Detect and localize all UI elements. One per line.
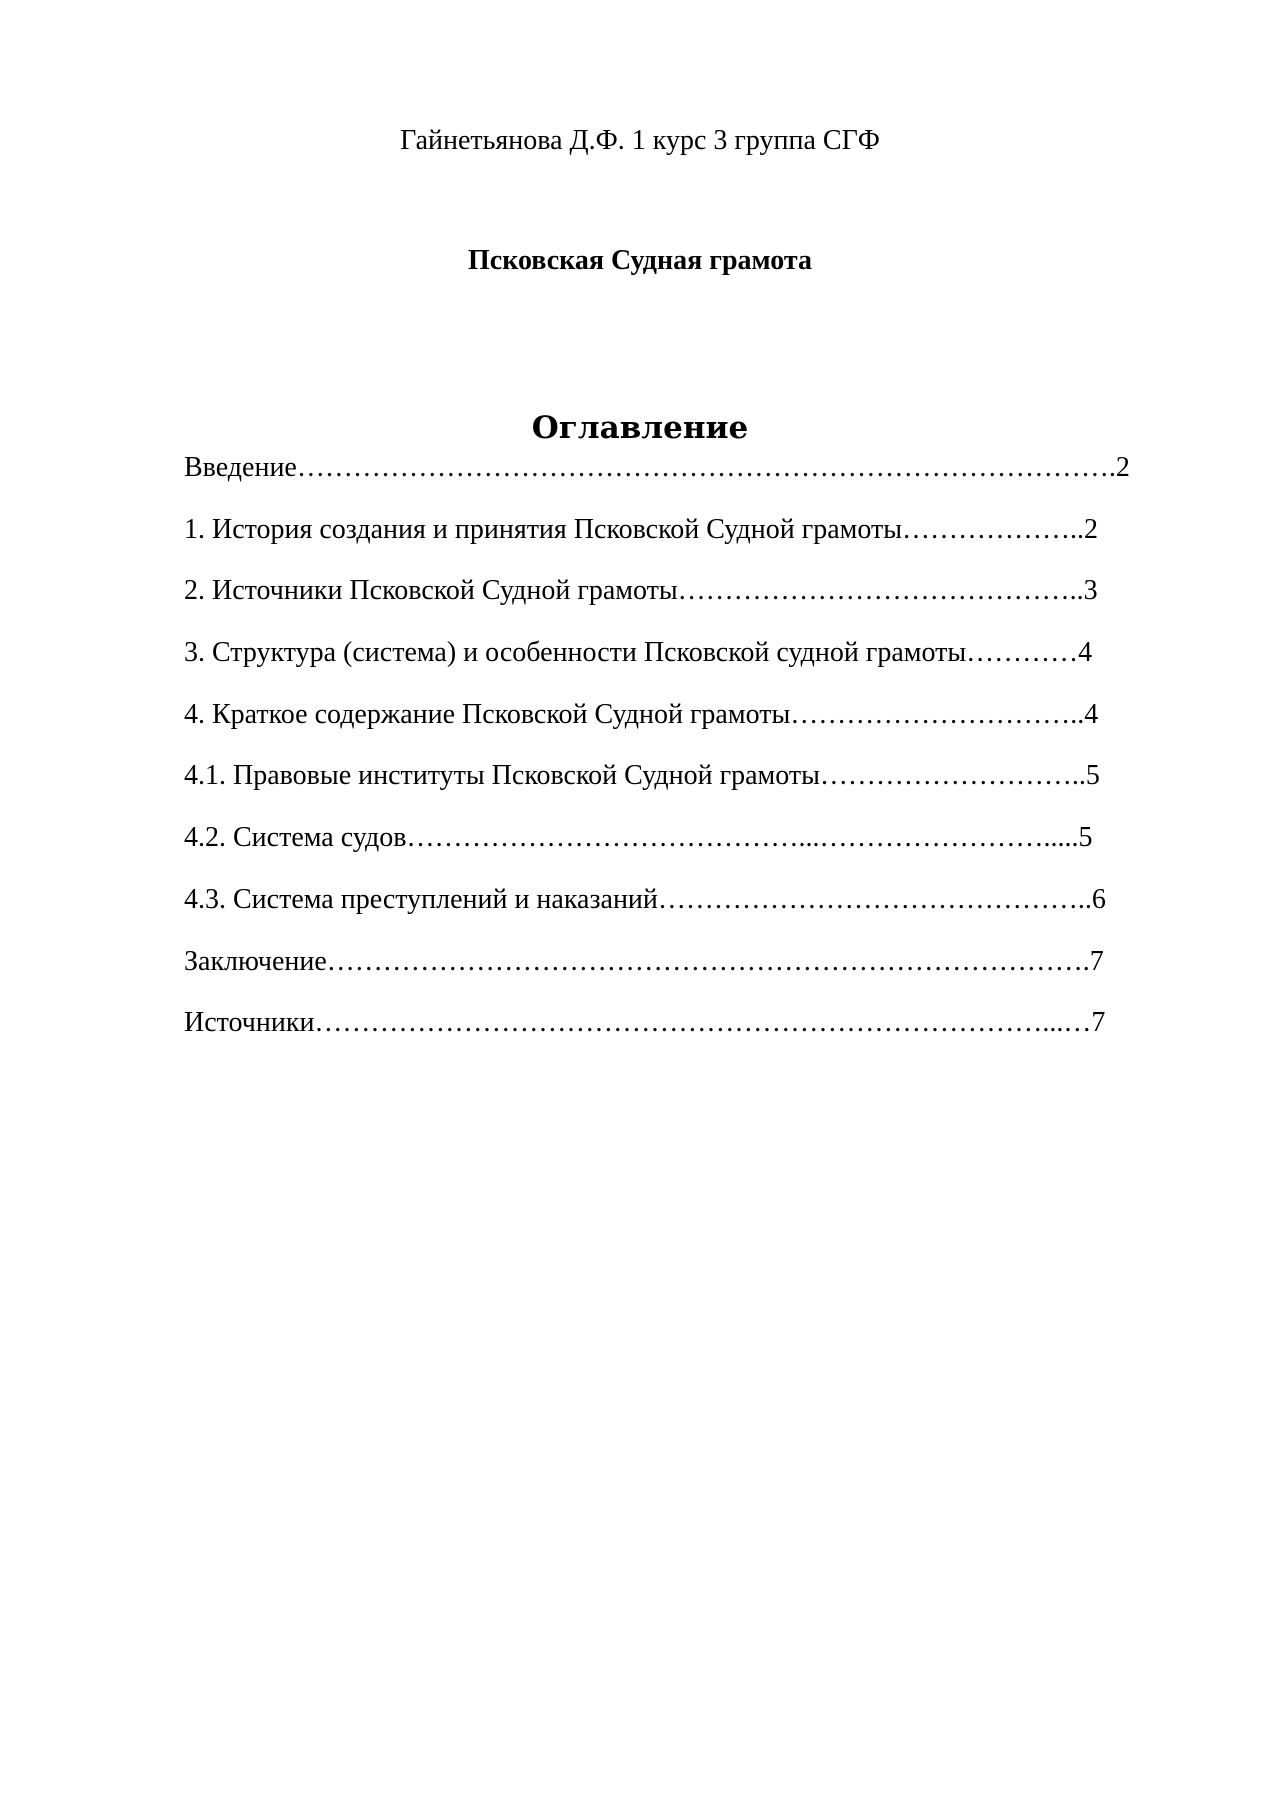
toc-entry-summary: 4. Краткое содержание Псковской Судной грамоты…………………………..4 [184,698,1099,730]
toc-entry-court-system: 4.2. Система судов……………………………………...…………………….....5 [184,822,1093,854]
document-title: Псковская Судная грамота [468,245,812,276]
toc-entry-legal-institutions: 4.1. Правовые институты Псковской Судной грамоты………………………..5 [184,760,1100,792]
table-of-contents [184,451,1180,1068]
toc-entry-history: 1. История создания и принятия Псковской Судной грамоты………………..2 [184,513,1099,545]
toc-entry-sources: 2. Источники Псковской Судной грамоты……………………………………..3 [184,575,1098,607]
author-line: Гайнетьянова Д.Ф. 1 курс 3 группа СГФ [400,125,880,156]
toc-entry-structure: 3. Структура (система) и особенности Псковской судной грамоты…………4 [184,637,1093,669]
toc-entry-crimes-punishments: 4.3. Система преступлений и наказаний………………………………………..6 [184,883,1106,915]
toc-entry-conclusion: Заключение……………………………………………………………………….7 [184,945,1104,977]
table-of-contents-heading: Оглавление [531,410,749,446]
toc-entry-introduction: Введение…………………………………………………………………………….2 [184,452,1130,483]
toc-entry-references: Источники……………………………………………………………………...…7 [184,1007,1106,1039]
